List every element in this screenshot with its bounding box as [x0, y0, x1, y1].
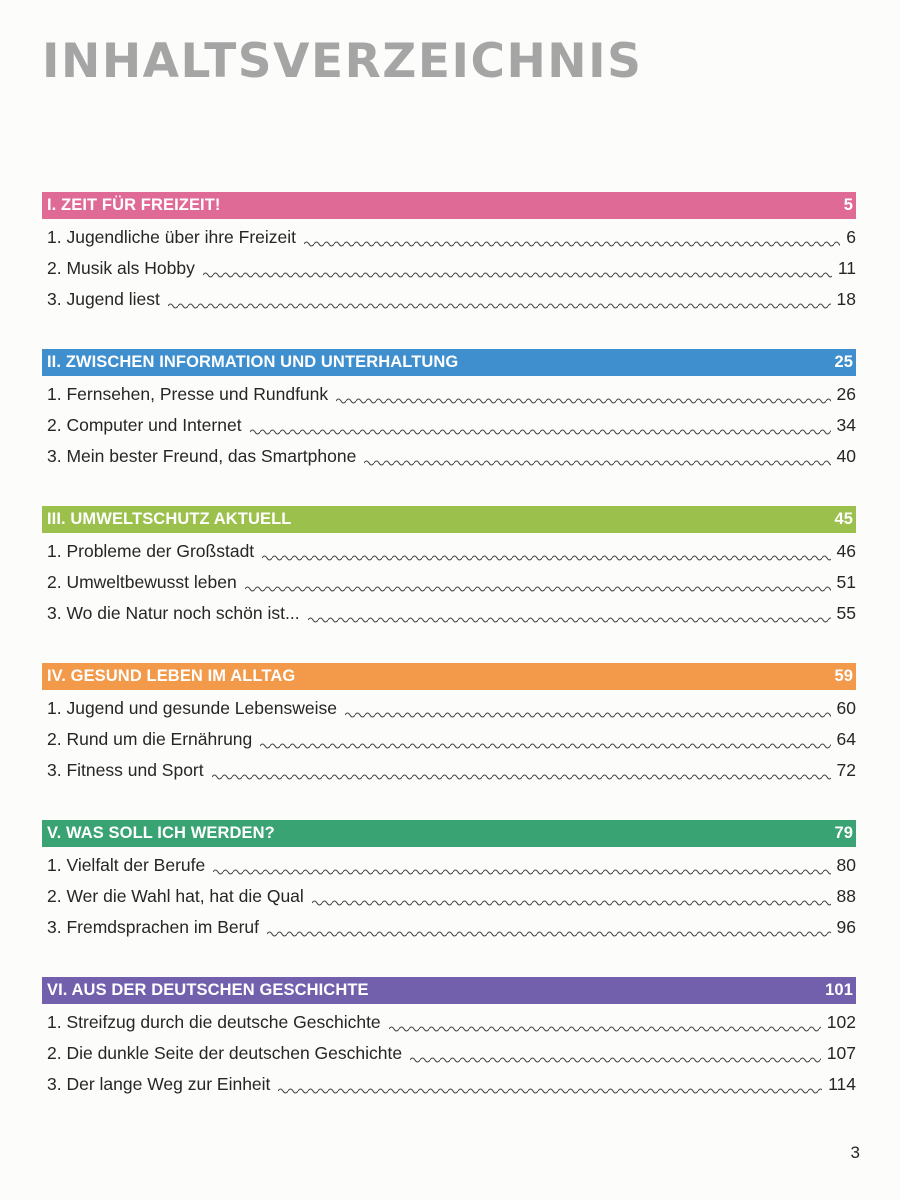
entry-title: 3. Wo die Natur noch schön ist... [47, 602, 300, 623]
table-of-contents [42, 192, 856, 1134]
section-page: 101 [825, 981, 853, 999]
toc-entry[interactable] [42, 599, 856, 630]
leader-line [168, 301, 831, 311]
section-page: 25 [834, 353, 853, 371]
leader-line [267, 929, 831, 939]
toc-entry[interactable] [42, 725, 856, 756]
entry-title: 1. Jugend und gesunde Lebensweise [47, 697, 337, 718]
leader-line [212, 772, 831, 782]
leader-line [312, 898, 831, 908]
entry-title: 1. Jugendliche über ihre Freizeit [47, 226, 297, 247]
toc-entry[interactable] [42, 756, 856, 787]
section-heading: II. ZWISCHEN INFORMATION UND UNTERHALTUNG [47, 353, 459, 371]
leader-line [304, 239, 840, 249]
toc-entry[interactable] [42, 694, 856, 725]
section-heading: IV. GESUND LEBEN IM ALLTAG [47, 667, 296, 685]
entry-title: 2. Die dunkle Seite der deutschen Geschichte [47, 1042, 403, 1063]
entry-title: 3. Jugend liest [47, 288, 160, 309]
toc-entry[interactable] [42, 882, 856, 913]
toc-entry[interactable] [42, 411, 856, 442]
entry-page: 46 [836, 540, 856, 561]
toc-section [42, 663, 856, 787]
entry-page: 34 [836, 414, 856, 435]
entry-page: 6 [846, 226, 856, 247]
leader-line [308, 615, 831, 625]
toc-section [42, 349, 856, 473]
entry-title: 3. Der lange Weg zur Einheit [47, 1073, 271, 1094]
entry-title: 2. Rund um die Ernährung [47, 728, 253, 749]
leader-line [345, 710, 831, 720]
entry-title: 1. Vielfalt der Berufe [47, 854, 206, 875]
toc-entry[interactable] [42, 223, 856, 254]
toc-section [42, 820, 856, 944]
leader-line [250, 427, 831, 437]
page-number: 3 [850, 1143, 860, 1162]
entry-title: 3. Fremdsprachen im Beruf [47, 916, 260, 937]
section-header[interactable] [42, 663, 856, 690]
entry-title: 3. Mein bester Freund, das Smartphone [47, 445, 357, 466]
section-heading: V. WAS SOLL ICH WERDEN? [47, 824, 275, 842]
toc-section [42, 192, 856, 316]
entry-title: 2. Wer die Wahl hat, hat die Qual [47, 885, 304, 906]
toc-entry[interactable] [42, 380, 856, 411]
section-page: 59 [834, 667, 853, 685]
entry-title: 3. Fitness und Sport [47, 759, 204, 780]
entry-title: 1. Fernsehen, Presse und Rundfunk [47, 383, 329, 404]
entry-page: 102 [826, 1011, 856, 1032]
leader-line [336, 396, 830, 406]
section-header[interactable] [42, 820, 856, 847]
entry-page: 18 [836, 288, 856, 309]
toc-entry[interactable] [42, 851, 856, 882]
leader-line [245, 584, 831, 594]
leader-line [389, 1024, 821, 1034]
section-page: 5 [843, 196, 853, 214]
entry-page: 96 [836, 916, 856, 937]
entry-page: 51 [836, 571, 856, 592]
section-heading: VI. AUS DER DEUTSCHEN GESCHICHTE [47, 981, 369, 999]
leader-line [278, 1086, 822, 1096]
toc-section [42, 977, 856, 1101]
section-header[interactable] [42, 349, 856, 376]
entry-page: 64 [836, 728, 856, 749]
toc-entry[interactable] [42, 537, 856, 568]
toc-entry[interactable] [42, 285, 856, 316]
entry-page: 88 [836, 885, 856, 906]
entry-page: 107 [826, 1042, 856, 1063]
entry-page: 11 [837, 257, 856, 278]
section-header[interactable] [42, 506, 856, 533]
entry-title: 2. Umweltbewusst leben [47, 571, 237, 592]
entry-title: 1. Streifzug durch die deutsche Geschichte [47, 1011, 381, 1032]
entry-page: 114 [828, 1073, 856, 1094]
page-title: INHALTSVERZEICHNIS [42, 34, 643, 89]
entry-page: 72 [836, 759, 856, 780]
entry-page: 60 [836, 697, 856, 718]
leader-line [364, 458, 830, 468]
toc-entry[interactable] [42, 254, 856, 285]
leader-line [203, 270, 832, 280]
entry-title: 2. Computer und Internet [47, 414, 242, 435]
section-header[interactable] [42, 192, 856, 219]
toc-section [42, 506, 856, 630]
leader-line [213, 867, 830, 877]
entry-title: 2. Musik als Hobby [47, 257, 195, 278]
entry-title: 1. Probleme der Großstadt [47, 540, 255, 561]
section-heading: I. ZEIT FÜR FREIZEIT! [47, 196, 221, 214]
section-page: 79 [834, 824, 853, 842]
leader-line [260, 741, 830, 751]
toc-entry[interactable] [42, 442, 856, 473]
toc-entry[interactable] [42, 1008, 856, 1039]
toc-entry[interactable] [42, 1070, 856, 1101]
entry-page: 40 [836, 445, 856, 466]
entry-page: 26 [836, 383, 856, 404]
entry-page: 55 [836, 602, 856, 623]
toc-entry[interactable] [42, 1039, 856, 1070]
entry-page: 80 [836, 854, 856, 875]
toc-entry[interactable] [42, 913, 856, 944]
leader-line [410, 1055, 821, 1065]
section-header[interactable] [42, 977, 856, 1004]
toc-entry[interactable] [42, 568, 856, 599]
section-page: 45 [834, 510, 853, 528]
leader-line [262, 553, 830, 563]
section-heading: III. UMWELTSCHUTZ AKTUELL [47, 510, 292, 528]
